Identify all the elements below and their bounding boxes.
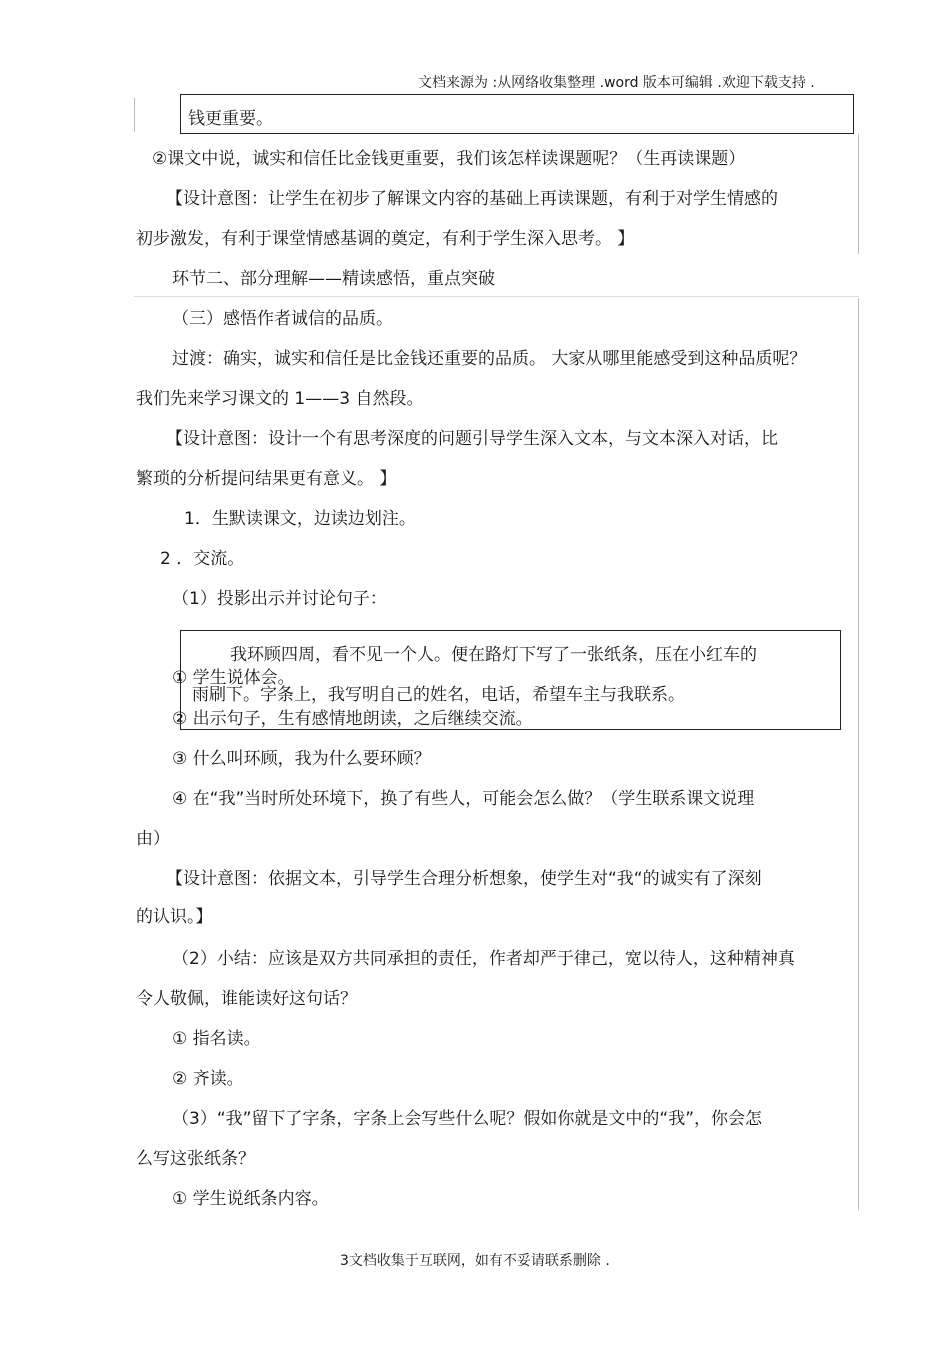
- section-divider: [134, 296, 859, 297]
- quote-text: 雨刷下。字条上，我写明自己的姓名，电话，希望车主与我联系。: [192, 685, 685, 705]
- design-intent: 【设计意图：设计一个有思考深度的问题引导学生深入文本，与文本深入对话，比: [166, 429, 778, 449]
- right-margin-line: [858, 134, 859, 254]
- quote-text: 我环顾四周，看不见一个人。便在路灯下写了一张纸条，压在小红车的: [230, 645, 757, 665]
- page-header: 文档来源为 :从网络收集整理 .word 版本可编辑 .欢迎下载支持 .: [418, 75, 815, 91]
- top-quote-box: [180, 94, 854, 134]
- text-line: ②课文中说，诚实和信任比金钱更重要，我们该怎样读课题呢？（生再读课题）: [152, 149, 746, 169]
- text-line: 么写这张纸条？: [136, 1149, 255, 1169]
- sub-heading: （三）感悟作者诚信的品质。: [172, 309, 393, 329]
- text-line: 由）: [136, 829, 170, 849]
- left-margin-line: [134, 98, 135, 132]
- page-footer: 3文档收集于互联网，如有不妥请联系删除 .: [340, 1253, 610, 1269]
- list-item: ① 指名读。: [172, 1029, 261, 1049]
- list-item: ③ 什么叫环顾，我为什么要环顾？: [172, 749, 431, 769]
- text-line: 令人敬佩，谁能读好这句话？: [136, 989, 357, 1009]
- list-item: ④ 在“我”当时所处环境下，换了有些人，可能会怎么做？（学生联系课文说理: [172, 789, 755, 809]
- text-line: 过渡：确实，诚实和信任是比金钱还重要的品质。 大家从哪里能感受到这种品质呢？: [172, 349, 807, 369]
- design-intent: 的认识。】: [136, 907, 213, 927]
- design-intent: 【设计意图：依据文本，引导学生合理分析想象，使学生对“我“的诚实有了深刻: [166, 869, 762, 889]
- list-item: 2 ．交流。: [160, 549, 245, 569]
- list-item: 1．生默读课文，边读边划注。: [184, 509, 416, 529]
- section-heading: 环节二、部分理解——精读感悟，重点突破: [172, 269, 495, 289]
- list-item: ② 出示句子，生有感情地朗读，之后继续交流。: [172, 709, 533, 729]
- text-line: （2）小结：应该是双方共同承担的责任，作者却严于律己，宽以待人，这种精神真: [172, 949, 795, 969]
- design-intent: 【设计意图：让学生在初步了解课文内容的基础上再读课题，有利于对学生情感的: [166, 189, 778, 209]
- right-margin-line: [858, 298, 859, 1210]
- text-line: （3）“我”留下了字条，字条上会写些什么呢？假如你就是文中的“我”，你会怎: [172, 1109, 763, 1129]
- list-item: （1）投影出示并讨论句子：: [172, 589, 387, 609]
- design-intent: 初步激发，有利于课堂情感基调的奠定，有利于学生深入思考。 】: [136, 229, 635, 249]
- list-item: ② 齐读。: [172, 1069, 244, 1089]
- text-line: 钱更重要。: [188, 109, 273, 129]
- design-intent: 繁琐的分析提问结果更有意义。 】: [136, 469, 397, 489]
- list-item: ① 学生说体会。: [172, 668, 295, 688]
- text-line: 我们先来学习课文的 1——3 自然段。: [136, 389, 424, 409]
- list-item: ① 学生说纸条内容。: [172, 1189, 329, 1209]
